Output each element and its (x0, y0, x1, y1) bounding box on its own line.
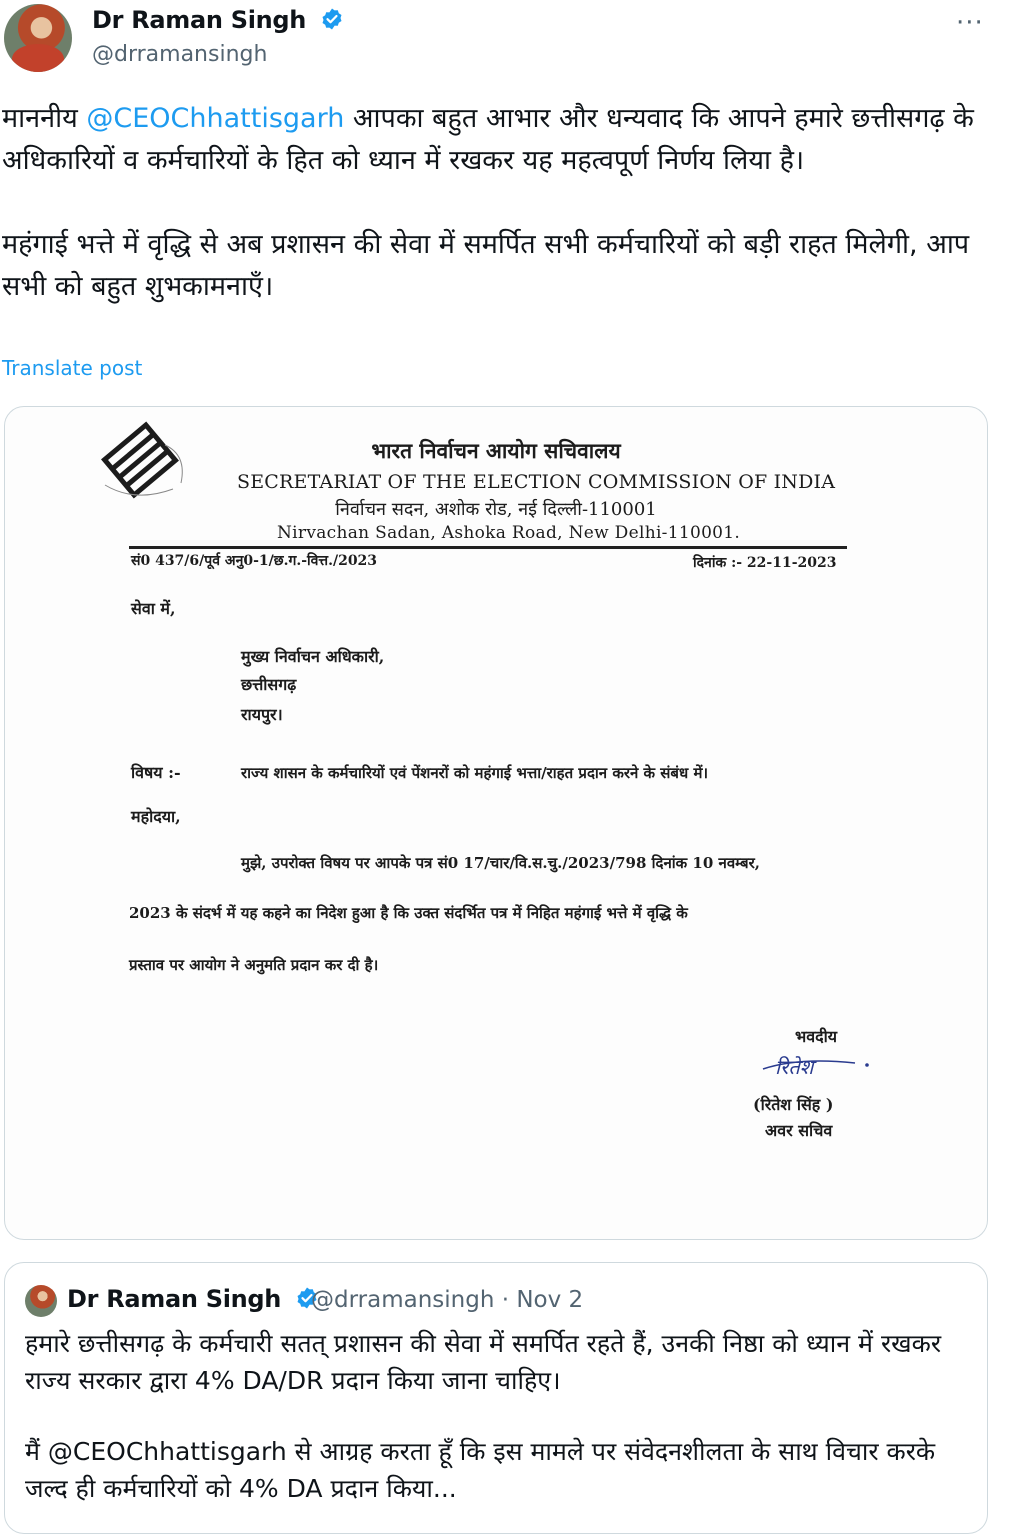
quoted-author-name-row (67, 1285, 319, 1313)
quoted-text (25, 1325, 975, 1507)
author-name[interactable]: Dr Raman Singh (92, 6, 307, 34)
subject-label: विषय :- (131, 763, 181, 782)
signature: रितेश (775, 1055, 814, 1079)
author-handle[interactable]: @drramansingh (92, 42, 268, 67)
author-avatar[interactable] (4, 4, 72, 72)
more-options-icon[interactable]: ··· (956, 8, 984, 38)
translate-post-link[interactable]: Translate post (2, 356, 143, 380)
subject-text: राज्य शासन के कर्मचारियों एवं पेंशनरों को महंगाई भत्ता/राहत प्रदान करने के संबंध में। (241, 764, 709, 782)
post-paragraph-1 (2, 98, 1002, 182)
post-text-rest: आपका बहुत आभार और धन्यवाद कि आपने हमारे छत्तीसगढ़ के अधिकारियों व कर्मचारियों के हित को ध्यान में रखकर यह महत्वपूर्ण निर्णय लिया है। (2, 103, 974, 176)
recipient-line-1: मुख्य निर्वाचन अधिकारी, (241, 647, 385, 666)
address-english: Nirvachan Sadan, Ashoka Road, New Delhi-110001. (277, 523, 741, 543)
to-label: सेवा में, (131, 599, 176, 618)
letterhead-hindi: भारत निर्वाचन आयोग सचिवालय (371, 438, 621, 463)
signatory-title: अवर सचिव (765, 1121, 833, 1140)
post-paragraph-2: महंगाई भत्ते में वृद्धि से अब प्रशासन की सेवा में समर्पित सभी कर्मचारियों को बड़ी राहत मिलेगी, आप सभी को बहुत शुभकामनाएँ। (2, 229, 970, 302)
quoted-post[interactable] (4, 1262, 988, 1534)
verified-badge-icon (320, 7, 344, 31)
post-text-prefix: माननीय (2, 103, 87, 134)
avatar-shade (12, 44, 64, 72)
quoted-meta: @drramansingh · Nov 2 (311, 1287, 584, 1313)
body-line-1: मुझे, उपरोक्त विषय पर आपके पत्र सं0 17/चार/वि.स.चु./2023/798 दिनांक 10 नवम्बर, (241, 854, 760, 872)
letterhead-rule (129, 546, 847, 549)
signatory-name: (रितेश सिंह ) (753, 1095, 834, 1114)
quoted-paragraph-2: मैं @CEOChhattisgarh से आग्रह करता हूँ कि इस मामले पर संवेदनशीलता के साथ विचार करके जल्द ही कर्मचारियों को 4% DA प्रदान किया... (25, 1437, 936, 1503)
post-header (0, 0, 1024, 90)
quoted-author-avatar (25, 1285, 57, 1317)
author-name-row[interactable] (92, 6, 344, 34)
salutation: महोदया, (131, 807, 181, 826)
recipient-line-2: छत्तीसगढ़ (241, 675, 297, 694)
closing: भवदीय (795, 1027, 838, 1046)
reference-number: सं0 437/6/पूर्व अनु0-1/छ.ग.-वित्त./2023 (131, 553, 378, 569)
post-text (2, 98, 1002, 308)
attached-image[interactable] (4, 406, 988, 1240)
quoted-author-name: Dr Raman Singh (67, 1285, 282, 1313)
address-hindi: निर्वाचन सदन, अशोक रोड, नई दिल्ली-110001 (335, 499, 657, 520)
letterhead-english: SECRETARIAT OF THE ELECTION COMMISSION OF INDIA (237, 471, 836, 493)
signature-stroke-icon (759, 1039, 879, 1079)
recipient-line-3: रायपुर। (241, 705, 283, 724)
body-line-3: प्रस्ताव पर आयोग ने अनुमति प्रदान कर दी है। (129, 956, 379, 974)
body-line-2: 2023 के संदर्भ में यह कहने का निदेश हुआ है कि उक्त संदर्भित पत्र में निहित महंगाई भत्ते में वृद्धि के (129, 904, 688, 922)
mention-link[interactable]: @CEOChhattisgarh (86, 103, 345, 134)
eci-letter (5, 407, 987, 1239)
letter-date: दिनांक :- 22-11-2023 (693, 555, 837, 571)
quoted-paragraph-1: हमारे छत्तीसगढ़ के कर्मचारी सतत् प्रशासन की सेवा में समर्पित रहते हैं, उनकी निष्ठा को ध्यान में रखकर राज्य सरकार द्वारा 4% DA/DR प्रदान किया जाना चाहिए। (25, 1329, 942, 1395)
